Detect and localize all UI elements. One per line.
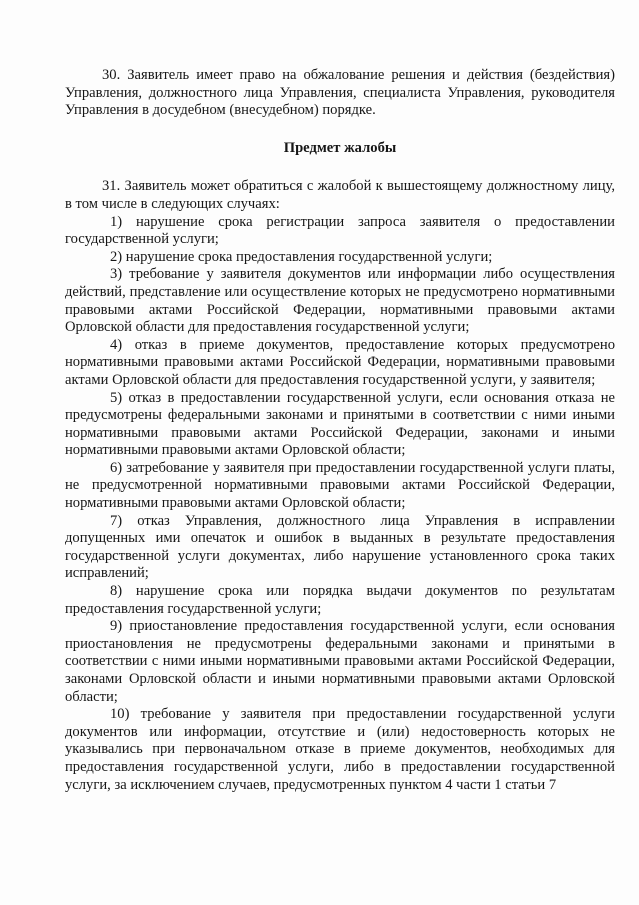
document-body <box>65 67 615 794</box>
list-item-10: 10) требование у заявителя при предоставлении государственной услуги документов или информации, отсутствие и (или) недостоверность которых не указывались при первоначальном отказе в приеме документов, необходимых для предоставления государственной услуги, либо в предоставлении государственной услуги, за исключением случаев, предусмотренных пунктом 4 части 1 статьи 7 <box>65 706 615 793</box>
list-item-4: 4) отказ в приеме документов, предоставление которых предусмотрено нормативными правовыми актами Российской Федерации, нормативными правовыми актами Орловской области для предоставления государственной услуги, у заявителя; <box>65 336 615 388</box>
list-item-2: 2) нарушение срока предоставления государственной услуги; <box>110 248 493 265</box>
list-item-3: 3) требование у заявителя документов или информации либо осуществления действий, представление или осуществление которых не предусмотрено нормативными правовыми актами Российской Федерации, нормативными правовыми актами Орловской области для предоставления государственной услуги; <box>65 266 615 336</box>
paragraph-30: 30. Заявитель имеет право на обжалование решения и действия (бездействия) Управления, должностного лица Управления, специалиста Управления, руководителя Управления в досудебном (внесудебном) порядке. <box>65 67 615 119</box>
paragraph-31: 31. Заявитель может обратиться с жалобой к вышестоящему должностному лицу, в том числе в следующих случаях: <box>65 178 615 212</box>
section-heading: Предмет жалобы <box>283 139 397 156</box>
list-item-9: 9) приостановление предоставления государственной услуги, если основания приостановления не предусмотрены федеральными законами и принятыми в соответствии с ними иными нормативными правовыми актами Российской Федерации, законами Орловской области и иными нормативными правовыми актами Орловской области; <box>65 618 615 705</box>
list-item-8: 8) нарушение срока или порядка выдачи документов по результатам предоставления государственной услуги; <box>65 583 615 617</box>
list-item-7: 7) отказ Управления, должностного лица Управления в исправлении допущенных ими опечаток и ошибок в выданных в результате предоставления государственной услуги документах, либо нарушение установленного срока таких исправлений; <box>65 512 615 582</box>
list-item-5: 5) отказ в предоставлении государственной услуги, если основания отказа не предусмотрены федеральными законами и принятыми в соответствии с ними иными нормативными правовыми актами Российской Федерации, законами и иными нормативными правовыми актами Орловской области; <box>65 389 615 459</box>
list-item-1: 1) нарушение срока регистрации запроса заявителя о предоставлении государственной услуги; <box>65 213 615 248</box>
list-item-6: 6) затребование у заявителя при предоставлении государственной услуги платы, не предусмотренной нормативными правовыми актами Российской Федерации, нормативными правовыми актами Орловской области; <box>65 459 615 512</box>
